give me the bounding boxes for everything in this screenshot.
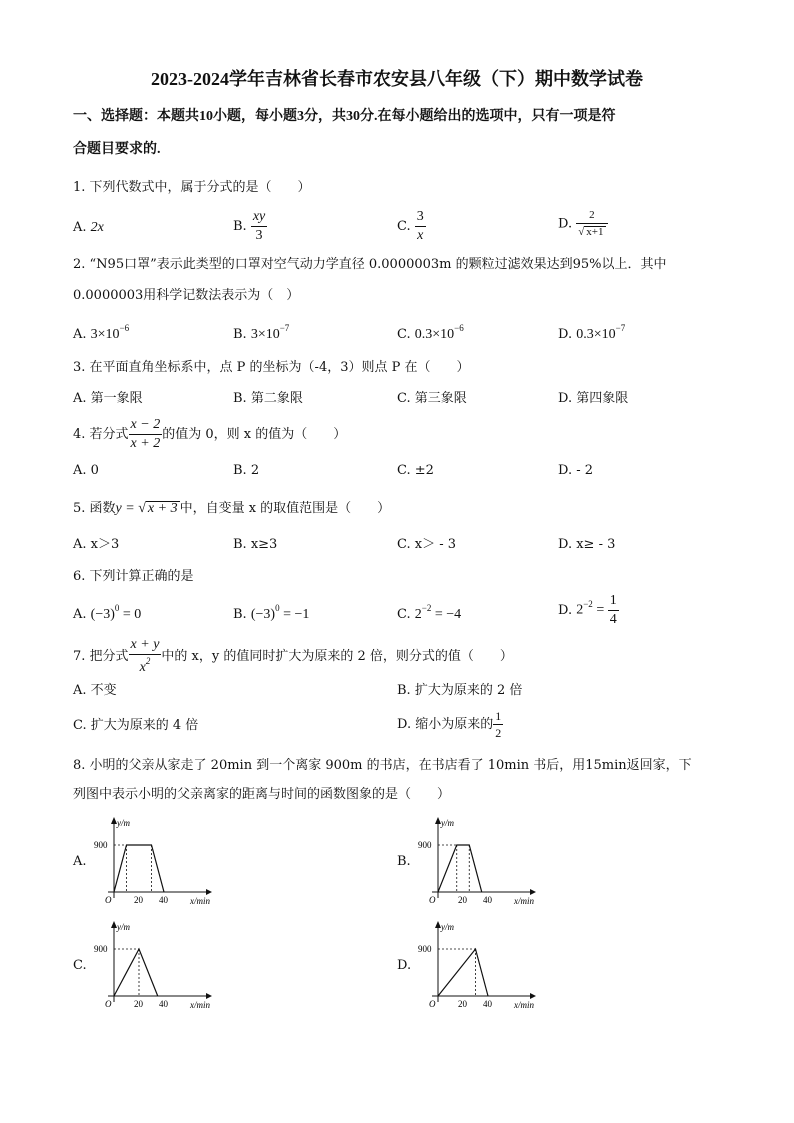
x-tick-label: 40 [159,999,168,1009]
q7-denominator [129,655,162,675]
q4-option-c[interactable]: C. ±2 [397,463,434,478]
x-tick-label: 40 [483,895,492,905]
q4-numerator: x − 2 [129,418,163,435]
q2-option-b-base: 3×10 [250,327,280,342]
q6-option-a-label: A. [73,607,91,622]
q8-option-c-label[interactable]: C. [73,958,87,973]
q6-option-b-label: B. [233,607,251,622]
q2-option-a-exp: −6 [119,323,130,333]
section-header-line2: 合题目要求的. [73,142,161,157]
q1-option-b-numerator: xy [251,210,267,227]
q6-option-d-denominator: 4 [609,612,617,627]
q6-option-d-fraction [608,594,619,627]
q3-option-c[interactable]: C. 第三象限 [397,391,467,406]
q5-option-d[interactable]: D. x≥ - 3 [558,537,616,552]
q8-graph-b[interactable] [412,812,552,912]
q1-option-d[interactable] [558,210,608,238]
x-tick-label: 20 [134,895,143,905]
origin-label: O [429,999,436,1009]
q4-stem [73,418,346,451]
q6-option-d-expr: 2 [576,602,584,618]
q1-option-c-numerator: 3 [415,210,426,227]
q3-option-d[interactable]: D. 第四象限 [558,391,629,406]
q2-option-c[interactable] [397,324,464,342]
q6-option-a[interactable] [73,604,141,622]
x-tick-label: 20 [458,895,467,905]
x-axis-arrow [530,889,536,895]
origin-label: O [105,999,112,1009]
q6-option-b-rhs: = −1 [279,607,310,622]
q2-option-b[interactable] [233,324,289,342]
q1-option-b-fraction [251,210,267,243]
q1-option-c[interactable] [397,210,426,243]
x-axis-arrow [206,993,212,999]
q6-option-b[interactable] [233,604,309,622]
q6-option-d-exp: −2 [583,599,593,609]
q4-option-d[interactable]: D. - 2 [558,463,594,478]
q5-expr-y: y = [115,501,139,516]
q8-graph-d[interactable] [412,916,552,1016]
q2-option-d-exp: −7 [615,323,626,333]
q2-option-c-label: C. [397,327,415,342]
q8-stem-line1: 8. 小明的父亲从家走了 20min 到一个离家 900m 的书店，在书店看了 10min 书后，用15min返回家，下 [73,758,692,773]
q7-option-d-fraction [493,710,503,739]
q5-radicand: x + 3 [147,501,178,516]
origin-label: O [429,895,436,905]
q1-option-b-denominator: 3 [255,228,263,243]
x-axis-label: x/min [190,1000,210,1010]
x-axis-label: x/min [514,1000,534,1010]
q7-option-d[interactable] [397,710,503,739]
q7-option-a[interactable]: A. 不变 [73,683,117,698]
x-tick-label: 40 [159,895,168,905]
q7-option-b[interactable]: B. 扩大为原来的 2 倍 [397,683,523,698]
q6-option-a-exp: 0 [114,603,120,613]
q1-option-c-label: C. [397,219,415,234]
q7-denominator-exp: 2 [145,656,151,666]
q2-option-b-exp: −7 [279,323,290,333]
q6-option-c-exp: −2 [421,603,432,613]
q2-option-a-label: A. [73,327,91,342]
q6-option-c[interactable] [397,604,461,622]
y-tick-label: 900 [94,944,108,954]
q6-option-d-label: D. [558,603,577,618]
q2-option-c-exp: −6 [454,323,464,333]
q6-option-c-label: C. [397,607,415,622]
q7-stem [73,638,513,675]
q4-option-a[interactable]: A. 0 [73,463,99,478]
q5-stem: 5. 函数y = √ x + 3 中，自变量 x 的取值范围是（ ） [73,501,391,516]
y-tick-label: 900 [418,944,432,954]
q4-stem-pre: 4. 若分式 [73,427,129,442]
y-axis-label: y/m [117,922,130,932]
q6-option-d-rhs: = [592,602,608,618]
x-axis-label: x/min [514,896,534,906]
q2-stem-line2: 0.0000003用科学记数法表示为（ ） [73,288,300,303]
q7-fraction [129,638,162,675]
q2-option-d-base: 0.3×10 [576,327,616,342]
q8-option-d-label[interactable]: D. [397,958,412,973]
q7-stem-pre: 7. 把分式 [73,649,129,664]
q1-option-d-fraction [576,210,607,238]
series-line [438,845,482,892]
q5-stem-post: 中，自变量 x 的取值范围是（ ） [179,501,391,516]
x-axis-arrow [530,993,536,999]
q6-option-c-expr: 2 [414,607,422,622]
q4-option-b[interactable]: B. 2 [233,463,260,478]
q7-option-d-denominator: 2 [495,726,502,740]
q1-option-d-label: D. [558,216,577,232]
q7-stem-post: 中的 x，y 的值同时扩大为原来的 2 倍，则分式的值（ ） [161,649,513,664]
q5-option-a[interactable]: A. x＞3 [73,537,120,552]
q6-option-c-rhs: = −4 [431,607,462,622]
q6-option-d-numerator: 1 [608,594,619,611]
q2-option-c-base: 0.3×10 [414,327,455,342]
q1-option-b-label: B. [233,219,251,234]
q1-option-a-label: A. [73,220,91,235]
q4-denominator: x + 2 [130,436,161,451]
q1-option-a[interactable] [73,221,104,235]
q4-stem-post: 的值为 0，则 x 的值为（ ） [162,427,347,442]
q2-option-d[interactable] [558,324,625,342]
y-tick-label: 900 [94,840,108,850]
q1-option-b[interactable] [233,210,267,243]
q6-option-a-rhs: = 0 [119,607,142,622]
q3-stem: 3. 在平面直角坐标系中，点 P 的坐标为（-4，3）则点 P 在（ ） [73,360,470,375]
x-axis-arrow [206,889,212,895]
series-line [114,845,164,892]
q5-option-b[interactable]: B. x≥3 [233,537,278,552]
q2-option-d-label: D. [558,327,577,342]
q2-option-a-base: 3×10 [90,327,120,342]
q8-option-a-label[interactable]: A. [73,854,87,869]
q7-option-d-label: D. 缩小为原来的 [397,717,494,732]
y-axis-label: y/m [117,818,130,828]
q7-numerator: x + y [129,638,162,655]
x-tick-label: 20 [458,999,467,1009]
q6-option-a-expr: (−3) [90,607,115,622]
q1-stem: 1. 下列代数式中，属于分式的是（ ） [73,180,311,195]
x-axis-label: x/min [190,896,210,906]
q5-stem-pre: 5. 函数 [73,501,116,516]
q3-option-b[interactable]: B. 第二象限 [233,391,303,406]
q8-graph-a[interactable] [88,812,228,912]
x-tick-label: 20 [134,999,143,1009]
q1-option-a-expr: 2x [90,220,104,235]
paper-title: 2023-2024学年吉林省长春市农安县八年级（下）期中数学试卷 [151,69,643,89]
q7-denominator-base: x [139,660,146,675]
q8-graph-c[interactable] [88,916,228,1016]
q6-option-b-expr: (−3) [250,607,276,622]
section-header-line1: 一、选择题：本题共10小题，每小题3分，共30分.在每小题给出的选项中，只有一项是符 [73,109,616,124]
q7-option-d-numerator: 1 [495,709,502,723]
q3-option-a[interactable]: A. 第一象限 [73,391,143,406]
q6-stem: 6. 下列计算正确的是 [73,569,194,584]
q7-option-c[interactable]: C. 扩大为原来的 4 倍 [73,718,199,733]
q8-stem-line2: 列图中表示小明的父亲离家的距离与时间的函数图象的是（ ） [73,787,451,802]
q2-option-a[interactable] [73,324,129,342]
y-tick-label: 900 [418,840,432,850]
y-axis-label: y/m [441,922,454,932]
q1-option-d-numerator: 2 [576,210,607,224]
q5-option-c[interactable]: C. x＞ - 3 [397,537,457,552]
q8-option-b-label[interactable]: B. [397,854,411,869]
q1-option-d-denominator: √ x+1 [578,226,604,238]
q2-option-b-label: B. [233,327,251,342]
q1-option-c-denominator: x [417,228,424,243]
origin-label: O [105,895,112,905]
y-axis-label: y/m [441,818,454,828]
x-tick-label: 40 [483,999,492,1009]
q1-option-c-fraction [415,210,426,243]
series-line [438,949,488,996]
q1-option-d-radicand: x+1 [586,226,604,238]
q6-option-d[interactable] [558,594,619,627]
series-line [114,949,158,996]
q2-stem-line1: 2. “N95口罩”表示此类型的口罩对空气动力学直径 0.0000003m 的颗粒过滤效果达到95%以上．其中 [73,257,667,272]
q6-option-b-exp: 0 [275,603,280,613]
q4-fraction [129,418,163,451]
